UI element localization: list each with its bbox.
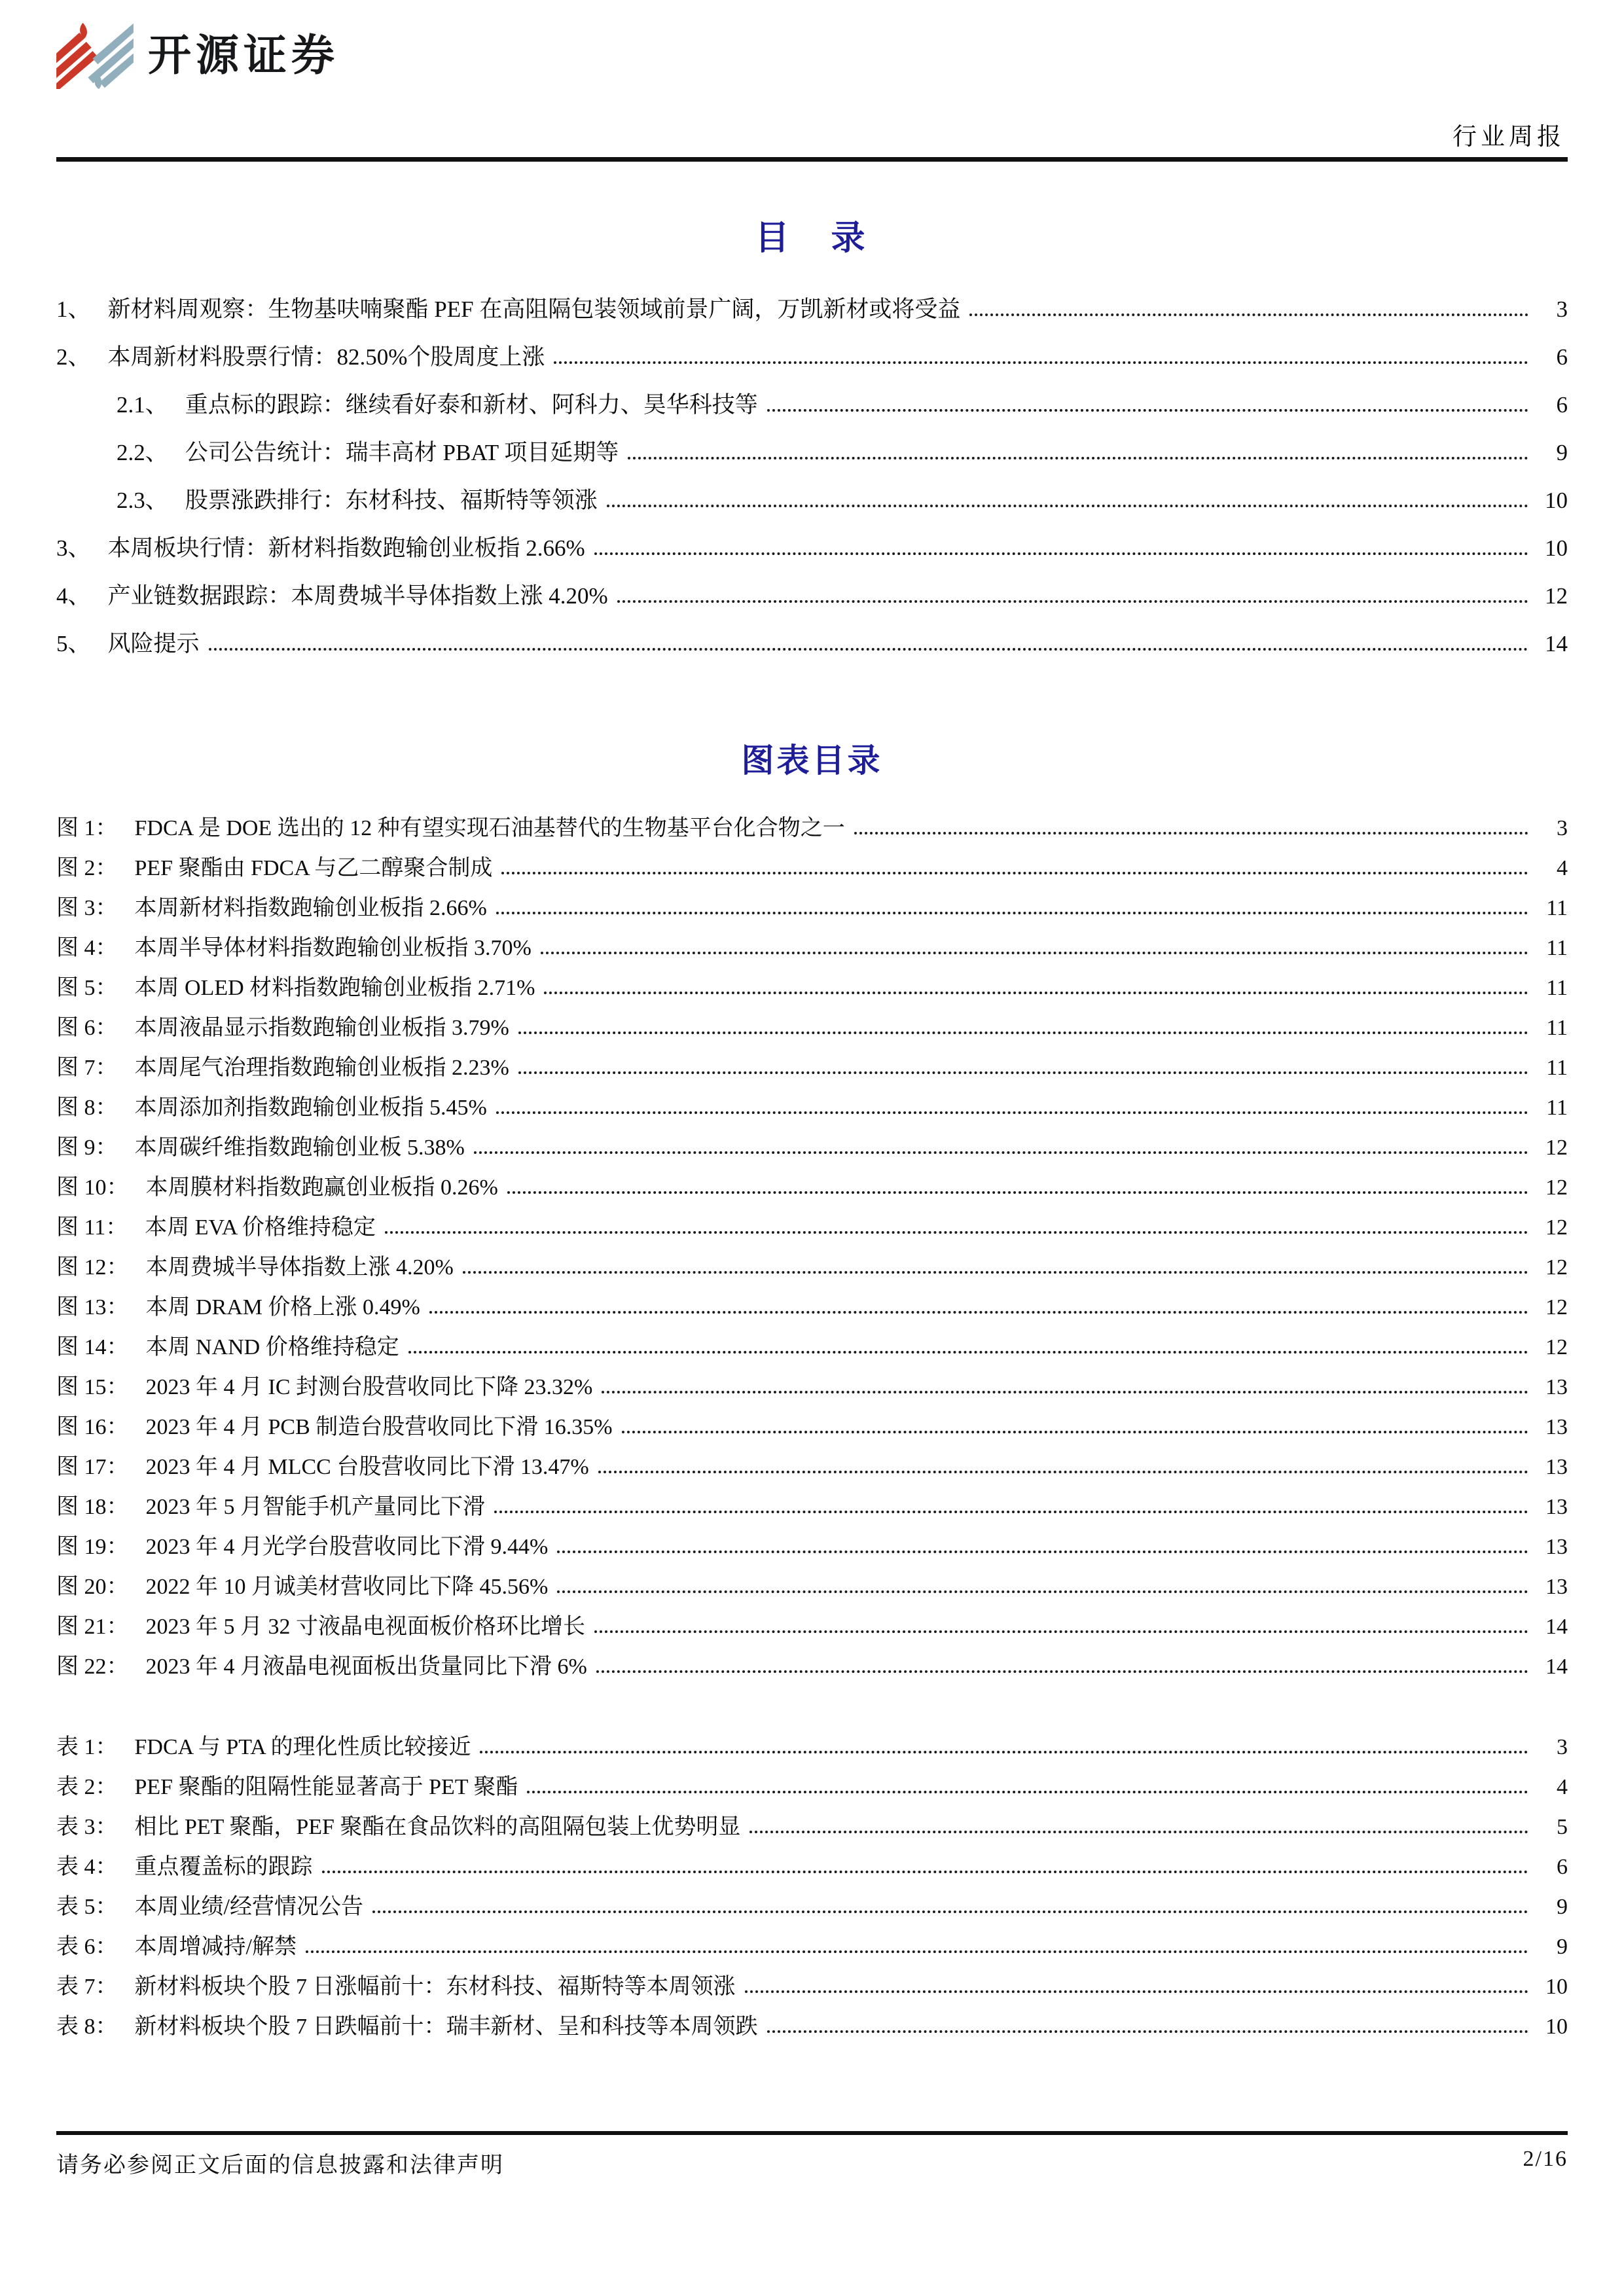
entry-title: 相比 PET 聚酯，PEF 聚酯在食品饮料的高阻隔包装上优势明显: [134, 1814, 741, 1839]
figure-entry: [56, 841, 1568, 881]
entry-number: 表 5：: [56, 1894, 118, 1919]
dotted-leader: [622, 1431, 1528, 1433]
brand-logo-icon: [56, 22, 134, 89]
table-entry: [56, 2000, 1568, 2039]
toc-entry: [56, 466, 1568, 514]
entry-title: 本周碳纤维指数跑输创业板 5.38%: [134, 1135, 465, 1160]
figure-entry: [56, 1480, 1568, 1520]
table-entry: [56, 1720, 1568, 1760]
dotted-leader: [607, 505, 1528, 507]
entry-page-number: 11: [1546, 935, 1568, 960]
dotted-leader: [408, 1351, 1528, 1354]
entry-page-number: 9: [1557, 1934, 1568, 1959]
entry-title: PEF 聚酯的阻隔性能显著高于 PET 聚酯: [134, 1774, 518, 1799]
entry-number: 4、: [56, 583, 91, 609]
entry-title: 本周板块行情：新材料指数跑输创业板指 2.66%: [107, 535, 585, 561]
entry-page-number: 12: [1545, 1175, 1568, 1200]
figure-entry: [56, 1640, 1568, 1679]
entry-number: 图 3：: [56, 895, 118, 920]
entry-title: FDCA 与 PTA 的理化性质比较接近: [134, 1734, 471, 1759]
dotted-leader: [306, 1950, 1528, 1953]
entry-number: 图 11：: [56, 1215, 128, 1240]
toc-entry: [56, 418, 1568, 466]
figure-entry: [56, 881, 1568, 921]
dotted-leader: [617, 600, 1528, 603]
entry-title: 风险提示: [107, 630, 200, 656]
entry-title: 2023 年 4 月 MLCC 台股营收同比下滑 13.47%: [145, 1454, 589, 1479]
figure-toc-title: 图表目录: [741, 742, 883, 779]
entry-title: 本周 NAND 价格维持稳定: [145, 1335, 399, 1359]
dotted-leader: [749, 1831, 1528, 1833]
entry-title: 2023 年 4 月光学台股营收同比下滑 9.44%: [145, 1534, 549, 1559]
entry-title: 产业链数据跟踪：本周费城半导体指数上涨 4.20%: [107, 583, 608, 609]
entry-title: 新材料板块个股 7 日跌幅前十：瑞丰新材、呈和科技等本周领跌: [134, 2014, 758, 2039]
dotted-leader: [969, 314, 1528, 316]
entry-page-number: 11: [1546, 895, 1568, 920]
entry-page-number: 11: [1546, 975, 1568, 1000]
dotted-leader: [745, 1990, 1529, 1993]
toc-title: 目 录: [755, 220, 869, 257]
figure-entry: [56, 1280, 1568, 1320]
dotted-leader: [527, 1791, 1528, 1793]
entry-title: 本周半导体材料指数跑输创业板指 3.70%: [134, 935, 532, 960]
entry-number: 图 2：: [56, 855, 118, 880]
entry-title: 本周 EVA 价格维持稳定: [145, 1215, 376, 1240]
page-indicator: 2/16: [1523, 2147, 1568, 2171]
entry-page-number: 3: [1557, 1734, 1568, 1759]
entry-number: 图 1：: [56, 816, 118, 840]
entry-title: 重点标的跟踪：继续看好泰和新材、阿科力、昊华科技等: [185, 391, 758, 418]
entry-number: 表 6：: [56, 1934, 118, 1959]
entry-number: 图 5：: [56, 975, 118, 1000]
figure-entry: [56, 1320, 1568, 1360]
entry-number: 2.2、: [117, 439, 168, 465]
entry-number: 图 9：: [56, 1135, 118, 1160]
entry-title: 2023 年 5 月 32 寸液晶电视面板价格环比增长: [145, 1614, 585, 1639]
figure-entry: [56, 1001, 1568, 1041]
dotted-leader: [544, 992, 1528, 994]
entry-title: 本周尾气治理指数跑输创业板指 2.23%: [134, 1055, 509, 1080]
entry-title: 本周膜材料指数跑赢创业板指 0.26%: [145, 1175, 498, 1200]
entry-number: 图 13：: [56, 1295, 129, 1319]
entry-number: 图 7：: [56, 1055, 118, 1080]
dotted-leader: [854, 832, 1528, 834]
entry-page-number: 3: [1557, 816, 1568, 840]
entry-number: 图 15：: [56, 1374, 129, 1399]
entry-page-number: 12: [1545, 1295, 1568, 1319]
figure-entry: [56, 1240, 1568, 1280]
figure-entry: [56, 961, 1568, 1001]
entry-title: 2023 年 4 月液晶电视面板出货量同比下滑 6%: [145, 1654, 587, 1679]
entry-title: 本周业绩/经营情况公告: [134, 1894, 363, 1919]
entry-page-number: 6: [1557, 1854, 1568, 1879]
dotted-leader: [501, 872, 1528, 874]
toc-entry: [56, 323, 1568, 370]
entry-page-number: 6: [1556, 391, 1568, 418]
dotted-leader: [602, 1391, 1528, 1393]
entry-page-number: 10: [1545, 1974, 1568, 1999]
table-list: [56, 1720, 1568, 2039]
toc-list: [56, 275, 1568, 657]
figure-entry: [56, 1360, 1568, 1400]
toc-entry: [56, 562, 1568, 609]
entry-page-number: 6: [1556, 344, 1568, 370]
entry-number: 5、: [56, 630, 91, 656]
figure-entry: [56, 1081, 1568, 1121]
dotted-leader: [598, 1471, 1528, 1473]
entry-page-number: 13: [1545, 1374, 1568, 1399]
figure-entry: [56, 1440, 1568, 1480]
footer-disclaimer: 请务必参阅正文后面的信息披露和法律声明: [56, 2153, 504, 2178]
entry-number: 3、: [56, 535, 91, 561]
entry-page-number: 12: [1545, 1135, 1568, 1160]
entry-title: 2023 年 4 月 PCB 制造台股营收同比下滑 16.35%: [145, 1414, 613, 1439]
entry-number: 2、: [56, 344, 91, 370]
dotted-leader: [596, 1670, 1528, 1673]
entry-title: 本周新材料指数跑输创业板指 2.66%: [134, 895, 487, 920]
entry-title: FDCA 是 DOE 选出的 12 种有望实现石油基替代的生物基平台化合物之一: [134, 816, 845, 840]
entry-page-number: 13: [1545, 1414, 1568, 1439]
entry-title: 2022 年 10 月诚美材营收同比下降 45.56%: [145, 1574, 549, 1599]
entry-page-number: 4: [1557, 1774, 1568, 1799]
entry-number: 图 10：: [56, 1175, 129, 1200]
entry-number: 图 21：: [56, 1614, 129, 1639]
figure-entry: [56, 921, 1568, 961]
figure-entry: [56, 1520, 1568, 1560]
entry-number: 表 3：: [56, 1814, 118, 1839]
entry-title: 本周液晶显示指数跑输创业板指 3.79%: [134, 1015, 509, 1040]
dotted-leader: [594, 552, 1528, 555]
entry-page-number: 10: [1545, 535, 1568, 561]
figure-entry: [56, 1041, 1568, 1081]
entry-number: 图 18：: [56, 1494, 129, 1519]
entry-number: 图 12：: [56, 1255, 129, 1280]
dotted-leader: [767, 2030, 1529, 2033]
entry-page-number: 4: [1557, 855, 1568, 880]
entry-page-number: 3: [1556, 296, 1568, 322]
figure-list: [56, 801, 1568, 1679]
dotted-leader: [463, 1271, 1528, 1274]
entry-number: 图 6：: [56, 1015, 118, 1040]
entry-title: 2023 年 5 月智能手机产量同比下滑: [145, 1494, 485, 1519]
entry-title: 重点覆盖标的跟踪: [134, 1854, 313, 1879]
entry-page-number: 14: [1545, 630, 1568, 656]
dotted-leader: [767, 409, 1528, 412]
entry-page-number: 13: [1545, 1494, 1568, 1519]
page-footer: [56, 2131, 1568, 2179]
entry-page-number: 11: [1546, 1055, 1568, 1080]
entry-number: 图 17：: [56, 1454, 129, 1479]
entry-page-number: 13: [1545, 1534, 1568, 1559]
entry-page-number: 12: [1545, 1255, 1568, 1280]
dotted-leader: [507, 1191, 1528, 1194]
brand-name: 开源证券: [148, 30, 339, 81]
entry-number: 图 20：: [56, 1574, 129, 1599]
dotted-leader: [474, 1151, 1528, 1154]
entry-page-number: 11: [1546, 1095, 1568, 1120]
entry-page-number: 12: [1545, 583, 1568, 609]
figure-entry: [56, 1121, 1568, 1160]
dotted-leader: [372, 1910, 1528, 1913]
entry-title: 本周新材料股票行情：82.50%个股周度上涨: [107, 344, 545, 370]
dotted-leader: [494, 1511, 1528, 1513]
entry-number: 图 16：: [56, 1414, 129, 1439]
figure-entry: [56, 1400, 1568, 1440]
toc-entry: [56, 275, 1568, 323]
entry-number: 表 8：: [56, 2014, 118, 2039]
entry-title: 本周 OLED 材料指数跑输创业板指 2.71%: [134, 975, 535, 1000]
entry-page-number: 14: [1545, 1614, 1568, 1639]
toc-entry: [56, 514, 1568, 562]
entry-page-number: 11: [1546, 1015, 1568, 1040]
entry-number: 1、: [56, 296, 91, 322]
entry-title: 2023 年 4 月 IC 封测台股营收同比下降 23.32%: [145, 1374, 593, 1399]
dotted-leader: [594, 1630, 1528, 1633]
entry-page-number: 14: [1545, 1654, 1568, 1679]
table-entry: [56, 1920, 1568, 1960]
brand: [56, 22, 339, 89]
figure-entry: [56, 1200, 1568, 1240]
dotted-leader: [628, 457, 1528, 459]
entry-title: 本周增减持/解禁: [134, 1934, 297, 1959]
dotted-leader: [209, 648, 1528, 651]
entry-title: 本周费城半导体指数上涨 4.20%: [145, 1255, 454, 1280]
figure-entry: [56, 1160, 1568, 1200]
entry-title: 本周添加剂指数跑输创业板指 5.45%: [134, 1095, 487, 1120]
entry-title: 公司公告统计：瑞丰高材 PBAT 项目延期等: [185, 439, 619, 465]
dotted-leader: [496, 912, 1528, 914]
entry-number: 图 14：: [56, 1335, 129, 1359]
table-entry: [56, 1960, 1568, 2000]
entry-number: 表 7：: [56, 1974, 118, 1999]
entry-page-number: 12: [1545, 1335, 1568, 1359]
dotted-leader: [480, 1751, 1528, 1753]
entry-title: 新材料周观察：生物基呋喃聚酯 PEF 在高阻隔包装领域前景广阔，万凯新材或将受益: [107, 296, 961, 322]
entry-title: PEF 聚酯由 FDCA 与乙二醇聚合制成: [134, 855, 493, 880]
entry-title: 本周 DRAM 价格上涨 0.49%: [145, 1295, 420, 1319]
dotted-leader: [518, 1071, 1528, 1074]
entry-number: 表 4：: [56, 1854, 118, 1879]
entry-number: 2.1、: [117, 391, 168, 418]
entry-page-number: 9: [1557, 1894, 1568, 1919]
entry-page-number: 10: [1545, 2014, 1568, 2039]
entry-number: 2.3、: [117, 487, 168, 513]
entry-page-number: 13: [1545, 1454, 1568, 1479]
table-entry: [56, 1880, 1568, 1920]
dotted-leader: [385, 1231, 1528, 1234]
figure-entry: [56, 1560, 1568, 1600]
entry-page-number: 9: [1556, 439, 1568, 465]
entry-number: 图 8：: [56, 1095, 118, 1120]
table-entry: [56, 1760, 1568, 1800]
dotted-leader: [541, 952, 1528, 954]
table-entry: [56, 1840, 1568, 1880]
dotted-leader: [557, 1551, 1528, 1553]
entry-number: 图 22：: [56, 1654, 129, 1679]
entry-number: 图 4：: [56, 935, 118, 960]
dotted-leader: [429, 1311, 1528, 1314]
entry-page-number: 12: [1545, 1215, 1568, 1240]
entry-number: 图 19：: [56, 1534, 129, 1559]
entry-number: 表 2：: [56, 1774, 118, 1799]
figure-entry: [56, 1600, 1568, 1640]
dotted-leader: [557, 1590, 1528, 1593]
entry-page-number: 13: [1545, 1574, 1568, 1599]
dotted-leader: [554, 361, 1528, 364]
entry-page-number: 5: [1557, 1814, 1568, 1839]
entry-title: 新材料板块个股 7 日涨幅前十：东材科技、福斯特等本周领涨: [134, 1974, 736, 1999]
entry-number: 表 1：: [56, 1734, 118, 1759]
entry-page-number: 10: [1545, 487, 1568, 513]
report-type-label: 行业周报: [1453, 124, 1565, 151]
toc-entry: [56, 609, 1568, 657]
toc-entry: [56, 370, 1568, 418]
dotted-leader: [322, 1871, 1529, 1873]
dotted-leader: [496, 1111, 1528, 1114]
figure-entry: [56, 801, 1568, 841]
entry-title: 股票涨跌排行：东材科技、福斯特等领涨: [185, 487, 598, 513]
dotted-leader: [518, 1031, 1528, 1034]
table-entry: [56, 1800, 1568, 1840]
page-header: [56, 0, 1568, 162]
